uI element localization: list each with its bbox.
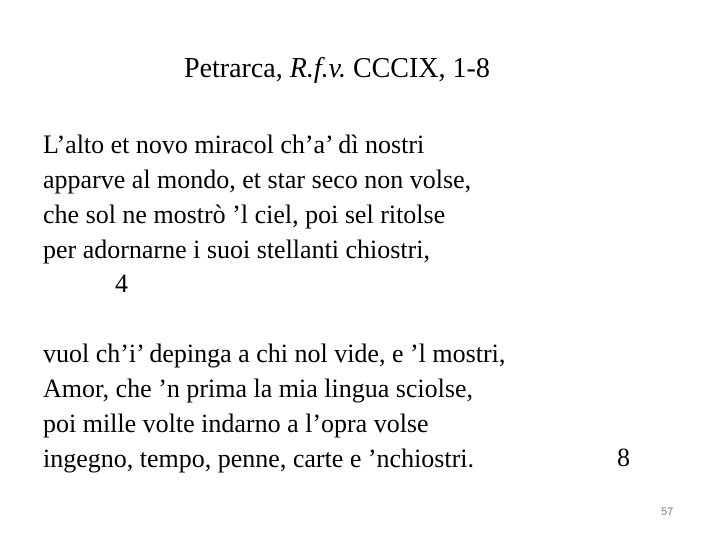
line-number-8: 8 — [617, 443, 630, 472]
verse-line-7: poi mille volte indarno a l’opra volse — [43, 409, 429, 438]
stanza-2 — [43, 336, 505, 476]
title-reference: CCCIX, 1-8 — [345, 53, 490, 84]
line-number-4: 4 — [115, 269, 128, 298]
page-number: 57 — [661, 506, 674, 518]
stanza-1 — [43, 127, 471, 267]
title-work: R.f.v. — [289, 53, 346, 84]
verse-line-3: che sol ne mostrò ’l ciel, poi sel ritolse — [43, 200, 446, 229]
verse-line-4: per adornarne i suoi stellanti chiostri, — [43, 235, 431, 264]
page-title — [184, 52, 490, 86]
title-author: Petrarca, — [184, 53, 290, 84]
verse-line-8: ingegno, tempo, penne, carte e ’nchiostri. — [43, 444, 475, 473]
verse-line-6: Amor, che ’n prima la mia lingua sciolse, — [43, 374, 474, 403]
verse-line-1: L’alto et novo miracol ch’a’ dì nostri — [43, 130, 425, 159]
verse-line-5: vuol ch’i’ depinga a chi nol vide, e ’l mostri, — [43, 339, 506, 368]
verse-line-2: apparve al mondo, et star seco non volse, — [43, 165, 472, 194]
